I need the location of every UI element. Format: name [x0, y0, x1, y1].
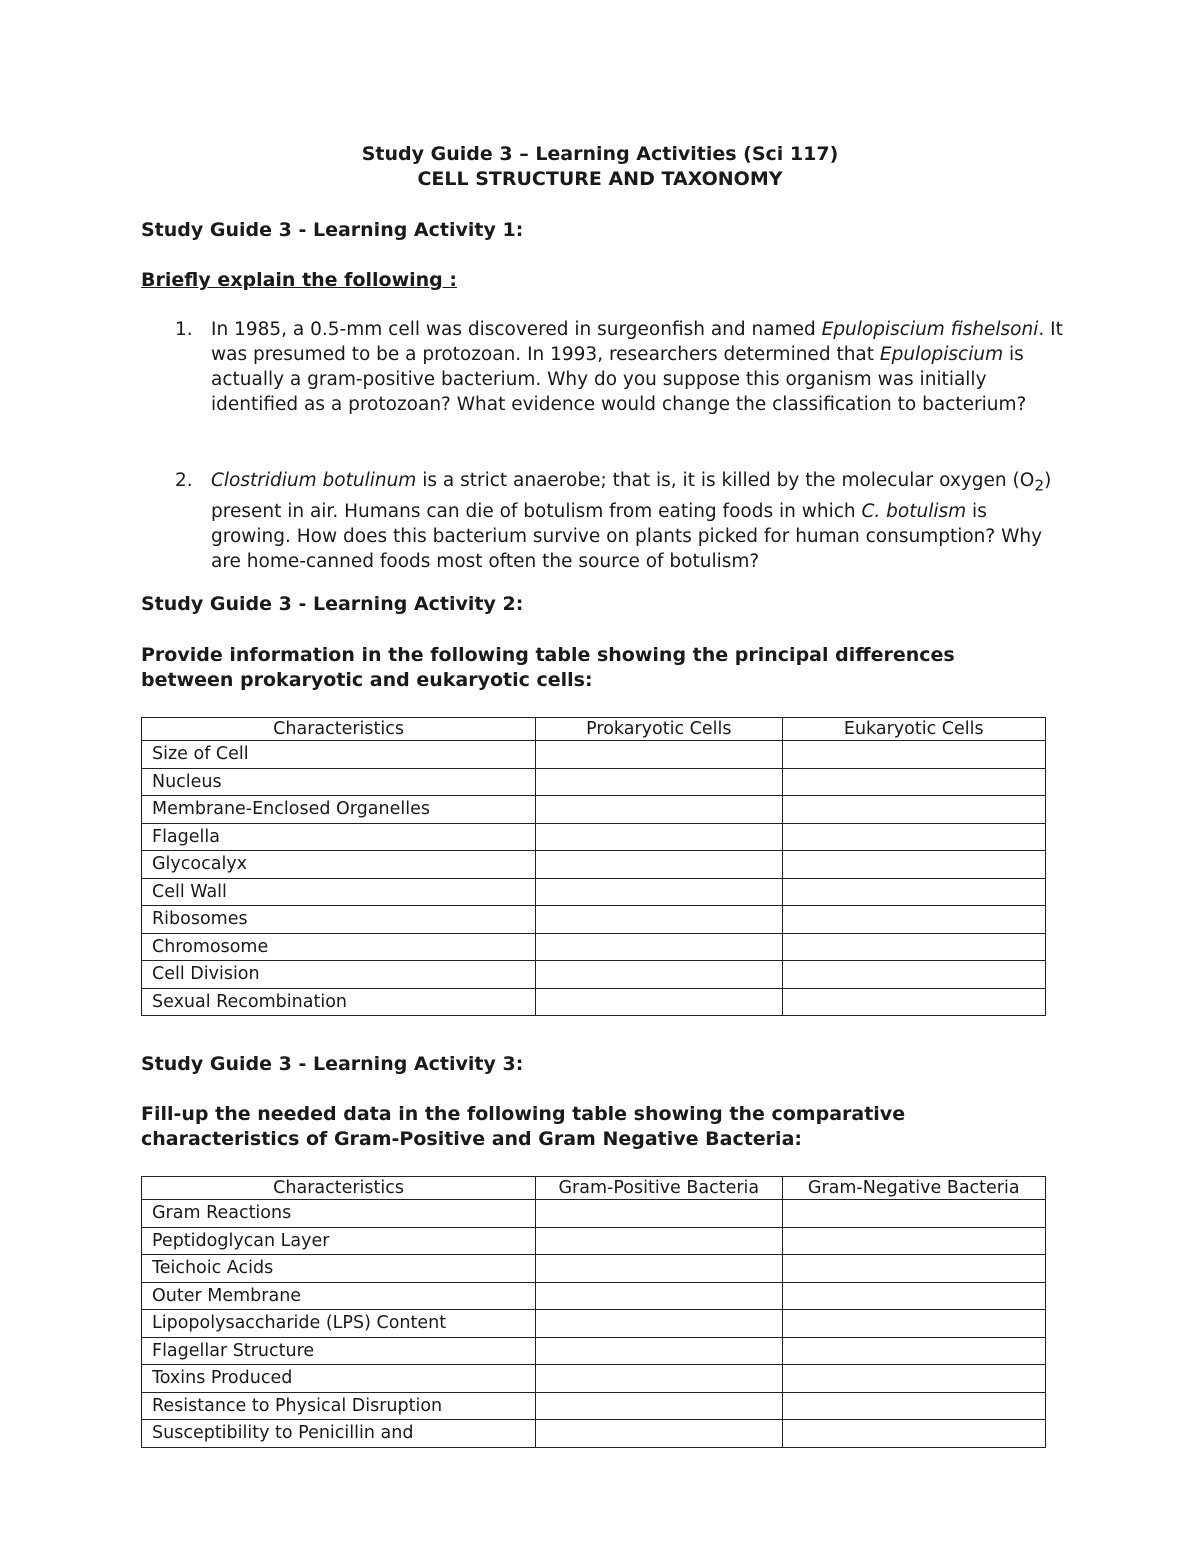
row-label: Toxins Produced: [142, 1365, 536, 1393]
row-label: Membrane-Enclosed Organelles: [142, 796, 536, 824]
header-characteristics: Characteristics: [142, 1177, 536, 1200]
table-row: [142, 906, 1046, 934]
answer-cell-col-3[interactable]: [782, 1227, 1046, 1255]
table-row: [142, 1310, 1046, 1338]
answer-cell-col-3[interactable]: [782, 961, 1046, 989]
answer-cell-col-2[interactable]: [536, 878, 782, 906]
question-1-number: 1.: [175, 319, 193, 340]
activity-3-prompt: Fill-up the needed data in the following table showing the comparative characteristics of Gram-Positive and Gram Negative Bacteria:: [141, 1103, 906, 1150]
answer-cell-col-2[interactable]: [536, 768, 782, 796]
answer-cell-col-2[interactable]: [536, 1420, 782, 1448]
prokaryotic-eukaryotic-table: [141, 717, 1046, 1016]
answer-cell-col-3[interactable]: [782, 1365, 1046, 1393]
row-label: Nucleus: [142, 768, 536, 796]
answer-cell-col-3[interactable]: [782, 851, 1046, 879]
row-label: Outer Membrane: [142, 1282, 536, 1310]
answer-cell-col-2[interactable]: [536, 741, 782, 769]
row-label: Glycocalyx: [142, 851, 536, 879]
answer-cell-col-3[interactable]: [782, 768, 1046, 796]
question-2-number: 2.: [175, 470, 193, 491]
activity-1-heading: Study Guide 3 - Learning Activity 1:: [141, 219, 524, 241]
table-row: [142, 1365, 1046, 1393]
answer-cell-col-3[interactable]: [782, 878, 1046, 906]
table-row: [142, 1392, 1046, 1420]
answer-cell-col-2[interactable]: [536, 1337, 782, 1365]
answer-cell-col-2[interactable]: [536, 1255, 782, 1283]
answer-cell-col-3[interactable]: [782, 1200, 1046, 1228]
answer-cell-col-3[interactable]: [782, 1310, 1046, 1338]
answer-cell-col-3[interactable]: [782, 1420, 1046, 1448]
row-label: Sexual Recombination: [142, 988, 536, 1016]
header-eukaryotic: Eukaryotic Cells: [782, 718, 1046, 741]
row-label: Cell Wall: [142, 878, 536, 906]
answer-cell-col-2[interactable]: [536, 1227, 782, 1255]
answer-cell-col-3[interactable]: [782, 1337, 1046, 1365]
answer-cell-col-2[interactable]: [536, 1200, 782, 1228]
answer-cell-col-2[interactable]: [536, 906, 782, 934]
table-row: [142, 1282, 1046, 1310]
row-label: Lipopolysaccharide (LPS) Content: [142, 1310, 536, 1338]
table-row: [142, 1200, 1046, 1228]
answer-cell-col-3[interactable]: [782, 796, 1046, 824]
row-label: Resistance to Physical Disruption: [142, 1392, 536, 1420]
answer-cell-col-3[interactable]: [782, 906, 1046, 934]
answer-cell-col-2[interactable]: [536, 1392, 782, 1420]
row-label: Cell Division: [142, 961, 536, 989]
answer-cell-col-2[interactable]: [536, 1282, 782, 1310]
document-title: Study Guide 3 – Learning Activities (Sci 117): [361, 143, 839, 165]
answer-cell-col-2[interactable]: [536, 961, 782, 989]
table-row: [142, 823, 1046, 851]
answer-cell-col-2[interactable]: [536, 933, 782, 961]
table-row: [142, 1420, 1046, 1448]
question-1-text: In 1985, a 0.5-mm cell was discovered in surgeonfish and named Epulopiscium fishelsoni. It was presumed to be a protozoan. In 1993, researchers determined that Epulopiscium is actually a gram-positive bacterium. Why do you suppose this organism was initially identified as a protozoan? What evidence would change the classification to bacterium?: [211, 319, 1063, 415]
header-prokaryotic: Prokaryotic Cells: [536, 718, 782, 741]
answer-cell-col-3[interactable]: [782, 741, 1046, 769]
row-label: Chromosome: [142, 933, 536, 961]
table-header-row: [142, 1177, 1046, 1200]
question-2: [175, 468, 1065, 574]
table-row: [142, 1255, 1046, 1283]
header-characteristics: Characteristics: [142, 718, 536, 741]
answer-cell-col-2[interactable]: [536, 1365, 782, 1393]
table-row: [142, 878, 1046, 906]
answer-cell-col-2[interactable]: [536, 796, 782, 824]
row-label: Ribosomes: [142, 906, 536, 934]
activity-3-heading: Study Guide 3 - Learning Activity 3:: [141, 1053, 524, 1075]
answer-cell-col-3[interactable]: [782, 933, 1046, 961]
table-row: [142, 796, 1046, 824]
row-label: Teichoic Acids: [142, 1255, 536, 1283]
row-label: Peptidoglycan Layer: [142, 1227, 536, 1255]
table-row: [142, 1227, 1046, 1255]
answer-cell-col-3[interactable]: [782, 1282, 1046, 1310]
table-header-row: [142, 718, 1046, 741]
table-row: [142, 768, 1046, 796]
activity-1-instruction: Briefly explain the following :: [141, 269, 457, 291]
answer-cell-col-2[interactable]: [536, 988, 782, 1016]
table-row: [142, 1337, 1046, 1365]
answer-cell-col-3[interactable]: [782, 1392, 1046, 1420]
header-gram-positive: Gram-Positive Bacteria: [536, 1177, 782, 1200]
answer-cell-col-3[interactable]: [782, 988, 1046, 1016]
activity-2-heading: Study Guide 3 - Learning Activity 2:: [141, 593, 524, 615]
answer-cell-col-3[interactable]: [782, 1255, 1046, 1283]
answer-cell-col-3[interactable]: [782, 823, 1046, 851]
answer-cell-col-2[interactable]: [536, 823, 782, 851]
document-subtitle: CELL STRUCTURE AND TAXONOMY: [417, 168, 783, 190]
activity-2-prompt: Provide information in the following table showing the principal differences between prokaryotic and eukaryotic cells:: [141, 644, 955, 691]
table-row: [142, 933, 1046, 961]
row-label: Susceptibility to Penicillin and: [142, 1420, 536, 1448]
answer-cell-col-2[interactable]: [536, 851, 782, 879]
row-label: Gram Reactions: [142, 1200, 536, 1228]
row-label: Flagellar Structure: [142, 1337, 536, 1365]
header-gram-negative: Gram-Negative Bacteria: [782, 1177, 1046, 1200]
table-row: [142, 741, 1046, 769]
table-row: [142, 988, 1046, 1016]
question-1: [175, 317, 1065, 417]
row-label: Flagella: [142, 823, 536, 851]
table-row: [142, 961, 1046, 989]
table-row: [142, 851, 1046, 879]
gram-bacteria-table: [141, 1176, 1046, 1448]
row-label: Size of Cell: [142, 741, 536, 769]
answer-cell-col-2[interactable]: [536, 1310, 782, 1338]
question-2-text: Clostridium botulinum is a strict anaerobe; that is, it is killed by the molecular oxygen $(O_2)$ present in air. Humans can die of botulism from eating foods in which C. botulism is growing. How does this bacterium survive on plants picked for human consumption? Why are home-canned foods most often the source of botulism?: [211, 470, 1052, 572]
